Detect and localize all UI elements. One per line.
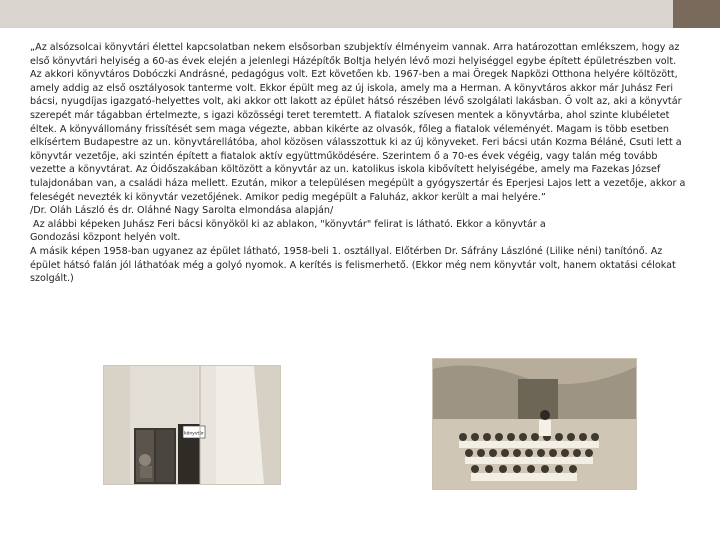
attribution-line: /Dr. Oláh László és dr. Oláhné Nagy Sarolta elmondása alapján/ [30, 205, 334, 217]
class-group-photo [432, 358, 637, 490]
library-building-photo [103, 365, 281, 485]
slide-header-bar [0, 0, 673, 28]
library-sign-text: könyvtár [184, 431, 204, 437]
caption-first-line: Az alábbi képeken Juhász Feri bácsi könyököl ki az ablakon, "könyvtár" felirat is látható. Ekkor a könyvtár a [33, 218, 546, 230]
slide-body-text [30, 41, 690, 286]
slide-header-accent [673, 0, 720, 28]
caption-first-line-cont: Gondozási központ helyén volt. [30, 232, 181, 244]
main-quote-paragraph: „Az alsózsolcai könyvtári élettel kapcsolatban nekem elsősorban szubjektív élményeim vannak. Arra határozottan emlékszem, hogy az első könyvtári helyiség a 60-as évek elején a jelenlegi Házépítők Boltja helyén lévő mozi helyiséggel egybe épített épületrészben volt. Az akkori könyvtáros Dobóczki Andrásné, pedagógus volt. Ezt követően kb. 1967-ben a mai Öregek Napközi Otthona helyére költözött, amely addig az első osztályosok tanterme volt. Ekkor épült meg az új iskola, amely ma a Herman. A könyvtáros akkor már Juhász Feri bácsi, nyugdíjas igazgató-helyettes volt, aki akkor ott lakott az épület hátsó részében lévő szolgálati lakásban. Ő volt az, aki a könyvtár szerepét már tágabban értelmezte, s igazi közösségi teret teremtett. A fiatalok szívesen mentek a könyvtárba, ahol szinte klubéletet éltek. A könyvállomány frissítését sem maga végezte, abban kikérte az olvasók, főleg a fiatalok véleményét. Magam is több esetben elkísértem Budapestre az un. könyvtárellátóba, ahol közösen válasszottuk ki az új könyveket. Feri bácsi után Kozma Béláné, Csuti lett a könyvtár vezetője, aki szintén épített a fiatalok aktív együttműködésére. Szerintem ő a 70-es évek végéig, vagy talán még tovább vezette a könyvtárat. Az Óidőszakában költözött a könyvtár az un. katolikus iskola kibővített helyiségébe, amely ma Fazekas József tulajdonában van, a családi háza mellett. Ezután, mikor a településen megépült a gyógyszertár és Eperjesi Lajos lett a vezetője, akkor a feleségét nevezték ki könyvtár vezetőjének. Amikor pedig megépült a Faluház, akkor került a mai helyére.” [30, 42, 686, 203]
caption-second: A másik képen 1958-ban ugyanez az épület látható, 1958-beli 1. osztállyal. Előtérben Dr. Sáfrány Lászlóné (Lilike néni) tanítónő. Az épület hátsó falán jól láthatóak még a golyó nyomok. A kerítés is felismerhető. (Ekkor még nem könyvtár volt, hanem oktatási célokat szolgált.) [30, 245, 676, 285]
